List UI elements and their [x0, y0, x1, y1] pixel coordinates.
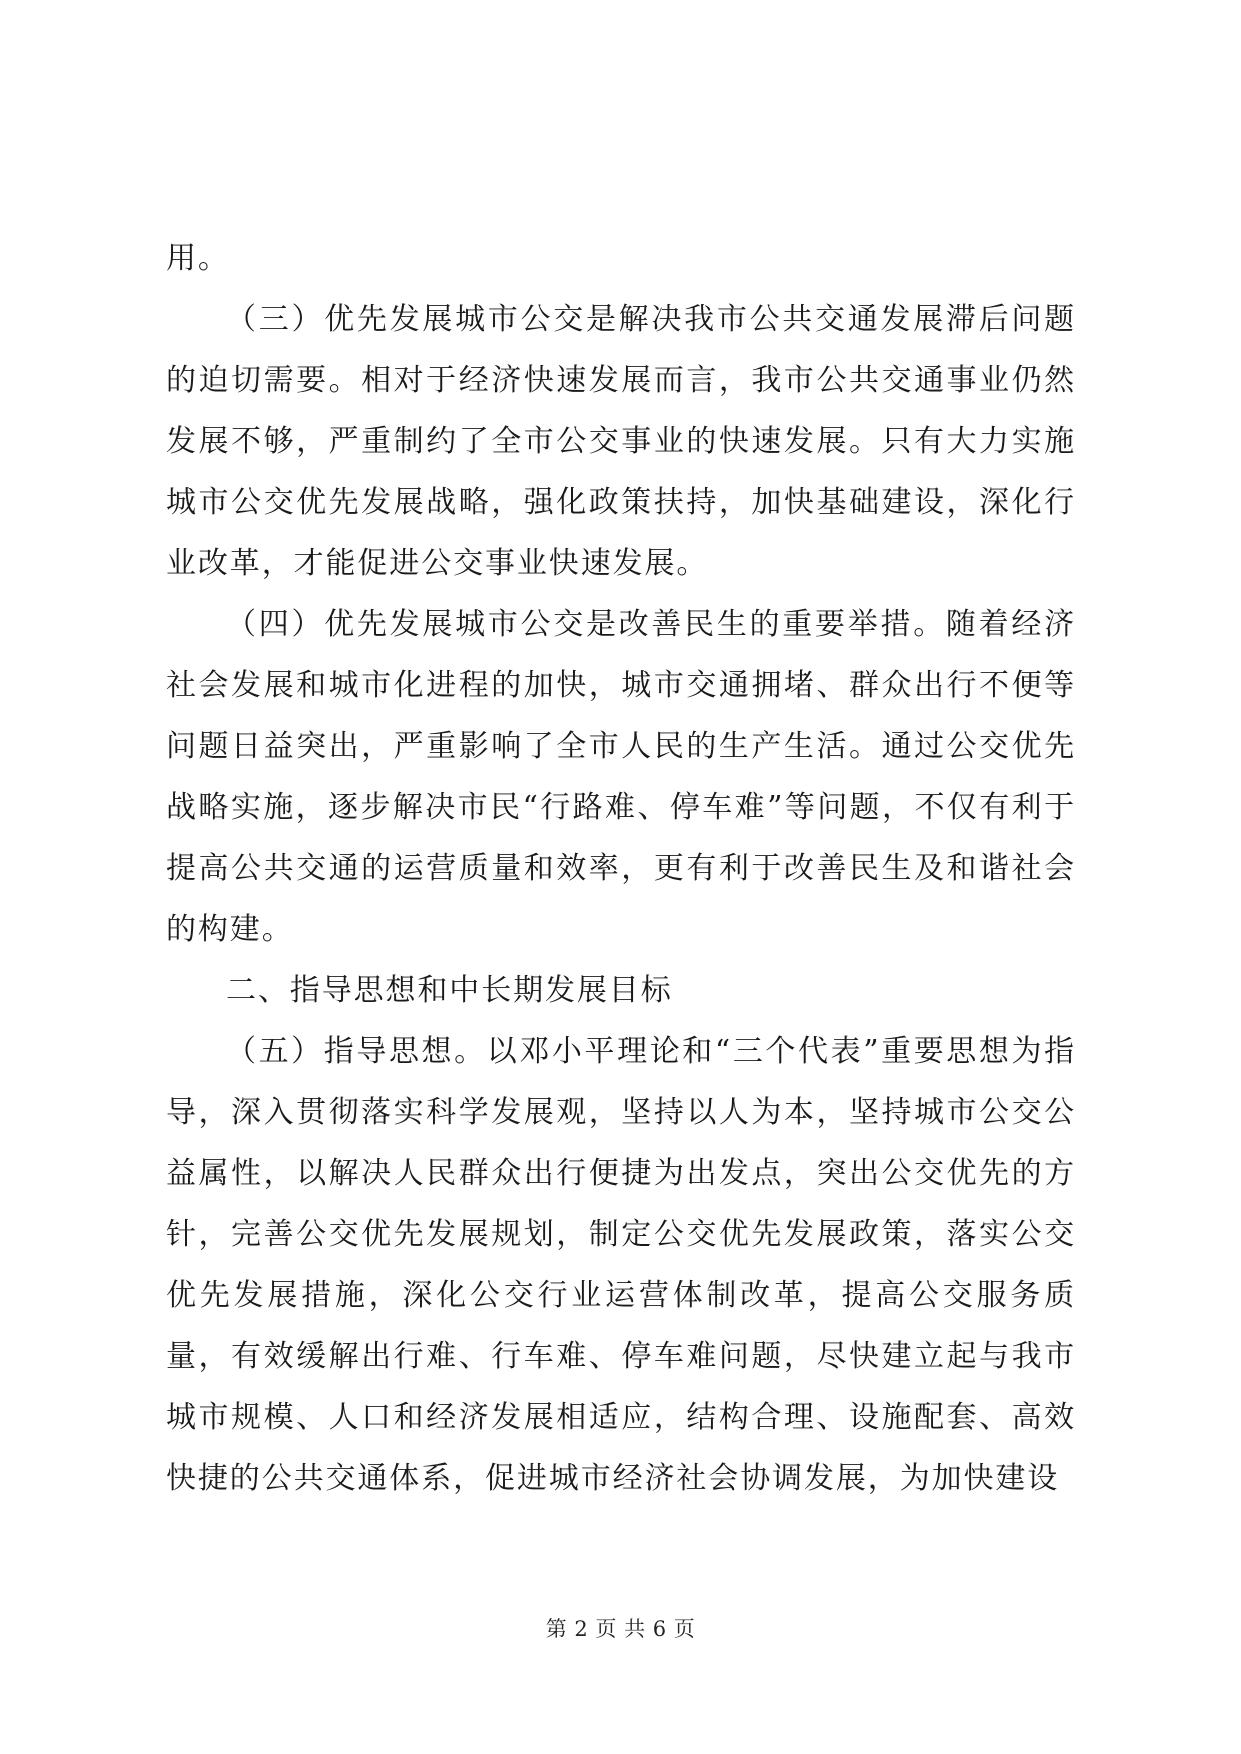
page-number-footer: 第 2 页 共 6 页 [545, 1617, 696, 1641]
paragraph-section-3: （三）优先发展城市公交是解决我市公共交通发展滞后问题的迫切需要。相对于经济快速发展而言，我市公共交通事业仍然发展不够，严重制约了全市公交事业的快速发展。只有大力实施城市公交优先发展战略，强化政策扶持，加快基础建设，深化行业改革，才能促进公交事业快速发展。 [166, 302, 1076, 581]
document-body [166, 228, 1076, 1509]
paragraph-section-4: （四）优先发展城市公交是改善民生的重要举措。随着经济社会发展和城市化进程的加快，城市交通拥堵、群众出行不便等问题日益突出，严重影响了全市人民的生产生活。通过公交优先战略实施，逐步解决市民“行路难、停车难”等问题，不仅有利于提高公共交通的运营质量和效率，更有利于改善民生及和谐社会的构建。 [166, 607, 1076, 947]
paragraph-section-5: （五）指导思想。以邓小平理论和“三个代表”重要思想为指导，深入贯彻落实科学发展观，坚持以人为本，坚持城市公交公益属性，以解决人民群众出行便捷为出发点，突出公交优先的方针，完善公交优先发展规划，制定公交优先发展政策，落实公交优先发展措施，深化公交行业运营体制改革，提高公交服务质量，有效缓解出行难、行车难、停车难问题，尽快建立起与我市城市规模、人口和经济发展相适应，结构合理、设施配套、高效快捷的公共交通体系，促进城市经济社会协调发展，为加快建设 [166, 1034, 1076, 1496]
paragraph-continuation: 用。 [166, 241, 230, 276]
section-heading: 二、指导思想和中长期发展目标 [226, 973, 673, 1008]
